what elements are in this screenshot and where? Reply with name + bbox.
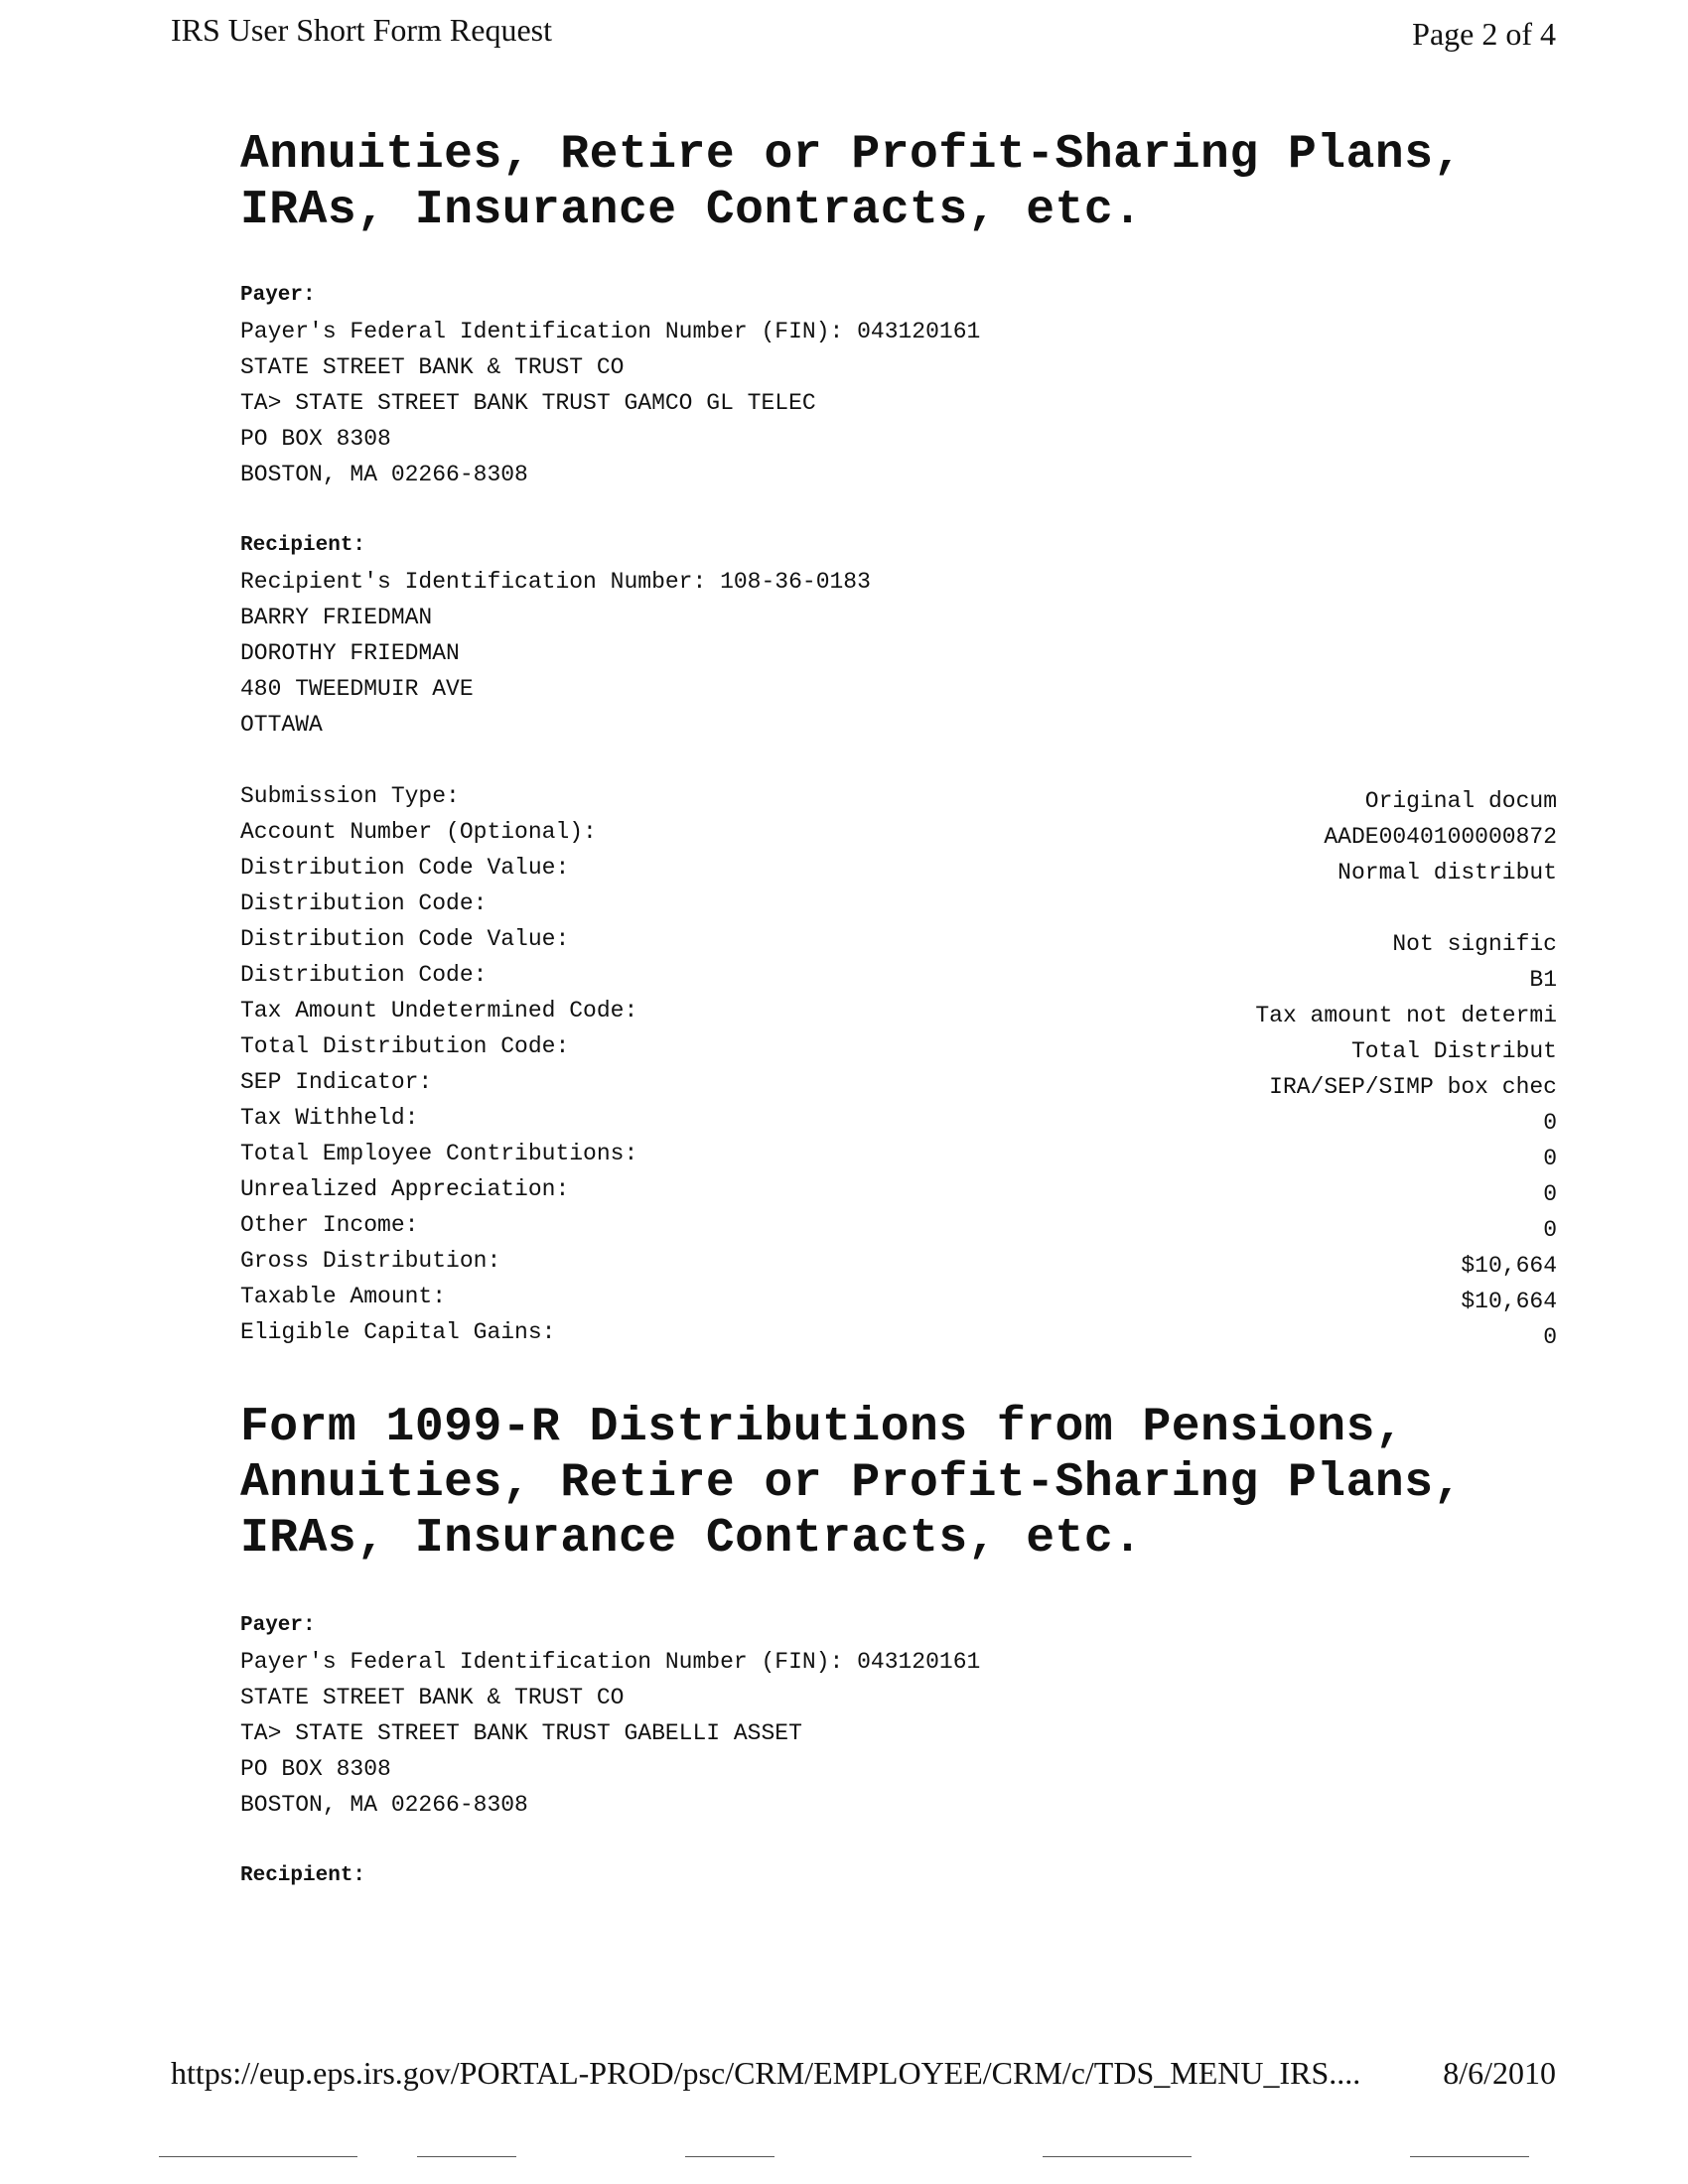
field-value: 0 [1543,1181,1557,1207]
recipient-tin: Recipient's Identification Number: 108-36-0183 [240,569,871,595]
field-value: 0 [1543,1217,1557,1243]
page-number: Page 2 of 4 [1412,16,1556,52]
payer-name: STATE STREET BANK & TRUST CO [240,1685,625,1710]
distribution-fields [240,778,1557,1350]
payer-city: BOSTON, MA 02266-8308 [240,462,528,487]
field-row [240,850,1557,886]
field-row [240,1100,1557,1136]
field-row [240,1207,1557,1243]
section-title-line: Form 1099-R Distributions from Pensions, [240,1401,1405,1454]
field-value: Tax amount not determi [1255,1003,1557,1028]
payer-label: Payer: [240,284,316,307]
field-value: B1 [1529,967,1557,993]
field-value: Not signific [1392,931,1557,957]
payer-fin: Payer's Federal Identification Number (FIN): 043120161 [240,1649,981,1675]
payer-block [240,1608,1557,1823]
section-title [240,127,1557,238]
recipient-label: Recipient: [240,534,366,557]
field-value: $10,664 [1461,1253,1557,1279]
field-row [240,1136,1557,1171]
field-row [240,957,1557,993]
payer-city: BOSTON, MA 02266-8308 [240,1792,528,1818]
field-label: Taxable Amount: [240,1284,447,1309]
section-title-line: Annuities, Retire or Profit-Sharing Plans, [240,128,1463,182]
field-label: Gross Distribution: [240,1248,501,1274]
recipient-label: Recipient: [240,1864,366,1887]
section-title-line: Annuities, Retire or Profit-Sharing Plans, [240,1456,1463,1510]
recipient-address: 480 TWEEDMUIR AVE [240,676,474,702]
recipient-name-1: BARRY FRIEDMAN [240,605,433,630]
field-label: Distribution Code: [240,962,488,988]
field-value: Original docum [1364,788,1557,814]
field-row [240,1028,1557,1064]
section-title-line: IRAs, Insurance Contracts, etc. [240,1512,1143,1566]
field-value: IRA/SEP/SIMP box chec [1269,1074,1557,1100]
field-value: 0 [1543,1146,1557,1171]
field-label: Total Distribution Code: [240,1033,570,1059]
footer-url: https://eup.eps.irs.gov/PORTAL-PROD/psc/CRM/EMPLOYEE/CRM/c/TDS_MENU_IRS.... [171,2055,1361,2091]
recipient-name-2: DOROTHY FRIEDMAN [240,640,460,666]
field-label: Account Number (Optional): [240,819,597,845]
payer-address: PO BOX 8308 [240,1756,391,1782]
field-value: $10,664 [1461,1289,1557,1314]
recipient-block [240,1858,1557,1894]
field-value: Total Distribut [1350,1038,1557,1064]
section-1099r [240,1400,1557,1894]
payer-address: PO BOX 8308 [240,426,391,452]
field-row [240,778,1557,814]
field-label: Other Income: [240,1212,419,1238]
scan-artifact [1043,2156,1192,2157]
field-row [240,886,1557,921]
scan-artifact [417,2156,516,2157]
payer-block [240,278,1557,492]
field-row [240,1314,1557,1350]
field-label: SEP Indicator: [240,1069,433,1095]
scan-artifact [1410,2156,1529,2157]
header-title: IRS User Short Form Request [171,12,552,48]
field-row [240,1171,1557,1207]
recipient-block [240,528,1557,743]
field-label: Submission Type: [240,783,460,809]
field-row [240,1243,1557,1279]
scan-artifact [685,2156,774,2157]
field-value: 0 [1543,1324,1557,1350]
payer-name-2: TA> STATE STREET BANK TRUST GAMCO GL TELEC [240,390,816,416]
field-value: Normal distribut [1337,860,1557,886]
field-row [240,1279,1557,1314]
field-label: Distribution Code Value: [240,926,570,952]
payer-label: Payer: [240,1614,316,1637]
recipient-city: OTTAWA [240,712,323,738]
field-label: Tax Amount Undetermined Code: [240,998,638,1024]
payer-name-2: TA> STATE STREET BANK TRUST GABELLI ASSET [240,1720,802,1746]
section-1099r-continued [240,127,1557,1350]
field-value: AADE0040100000872 [1324,824,1557,850]
field-row [240,921,1557,957]
field-label: Unrealized Appreciation: [240,1176,570,1202]
section-title [240,1400,1557,1567]
field-label: Distribution Code Value: [240,855,570,881]
scan-artifact [159,2156,357,2157]
field-label: Distribution Code: [240,890,488,916]
field-row [240,993,1557,1028]
field-row [240,814,1557,850]
field-label: Tax Withheld: [240,1105,419,1131]
field-label: Eligible Capital Gains: [240,1319,556,1345]
payer-name: STATE STREET BANK & TRUST CO [240,354,625,380]
field-label: Total Employee Contributions: [240,1141,638,1166]
field-row [240,1064,1557,1100]
payer-fin: Payer's Federal Identification Number (FIN): 043120161 [240,319,981,344]
field-value: 0 [1543,1110,1557,1136]
section-title-line: IRAs, Insurance Contracts, etc. [240,184,1143,237]
footer-date: 8/6/2010 [1443,2055,1556,2091]
